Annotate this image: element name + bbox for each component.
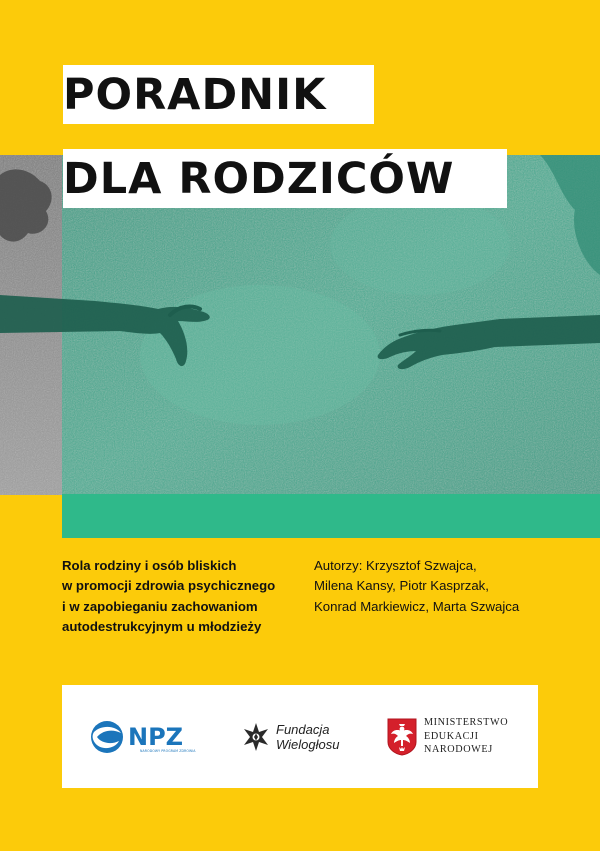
polish-eagle-emblem-icon [387,718,417,756]
subtitle-line: autodestrukcyjnym u młodzieży [62,618,262,634]
fundacja-line2: Wielogłosu [276,736,340,752]
subtitle-line: Rola rodziny i osób bliskich [62,558,237,573]
subtitle [62,556,292,637]
title-line-1: PORADNIK [63,65,374,124]
ministerstwo-line3: NARODOWEJ [424,744,493,756]
npz-logo-icon [89,719,125,755]
ministerstwo-line1: MINISTERSTWO [424,717,509,729]
ministerstwo-logo [387,685,508,788]
ministerstwo-line2: EDUKACJI [424,730,479,742]
fundacja-star-icon [241,722,271,752]
title-line-2: DLA RODZICÓW [63,149,507,208]
authors [314,556,544,617]
fundacja-logo [241,685,339,788]
authors-line: Autorzy: Krzysztof Szwajca, [314,558,477,573]
npz-subtitle: NARODOWY PROGRAM ZDROWIA [140,749,196,753]
subtitle-line: i w zapobieganiu zachowaniom [62,598,258,614]
npz-name: NPZ [128,722,184,751]
npz-logo [89,685,196,788]
authors-line: Konrad Markiewicz, Marta Szwajca [314,598,520,614]
green-accent-bar [62,494,600,538]
logos-panel [62,685,538,788]
subtitle-line: w promocji zdrowia psychicznego [62,578,276,594]
fundacja-line1: Fundacja [276,721,330,737]
authors-line: Milena Kansy, Piotr Kasprzak, [314,578,489,594]
